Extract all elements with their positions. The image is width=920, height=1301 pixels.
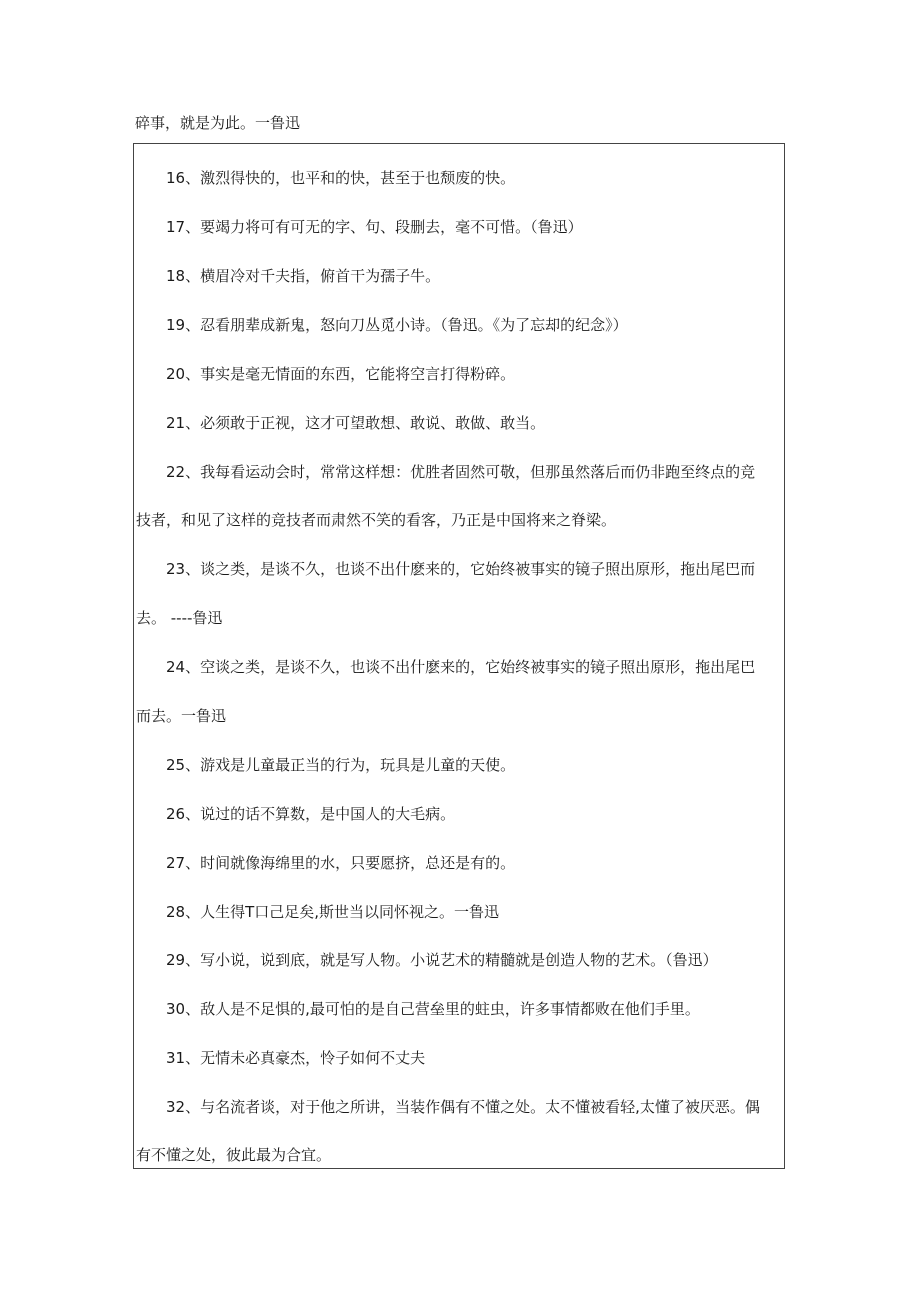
quote-23: 23、谈之类，是谈不久，也谈不出什麽来的，它始终被事实的镜子照出原形，拖出尾巴而 — [166, 560, 756, 578]
quote-22-continuation: 技者，和见了这样的竞技者而肃然不笑的看客，乃正是中国将来之脊梁。 — [136, 511, 617, 529]
quote-22: 22、我每看运动会时，常常这样想：优胜者固然可敬，但那虽然落后而仍非跑至终点的竞 — [166, 463, 756, 481]
quote-20: 20、事实是毫无情面的东西，它能将空言打得粉碎。 — [166, 365, 516, 383]
quote-17: 17、要竭力将可有可无的字、句、段删去，毫不可惜。（鲁迅） — [166, 218, 583, 236]
quote-table-cell — [133, 143, 785, 1169]
quote-28: 28、人生得T口己足矣,斯世当以同怀视之。一鲁迅 — [166, 903, 500, 921]
quote-24: 24、空谈之类，是谈不久，也谈不出什麽来的，它始终被事实的镜子照出原形，拖出尾巴 — [166, 658, 756, 676]
quote-29: 29、写小说，说到底，就是写人物。小说艺术的精髓就是创造人物的艺术。（鲁迅） — [166, 951, 718, 969]
quote-32-continuation: 有不懂之处，彼此最为合宜。 — [136, 1146, 332, 1164]
quote-18: 18、横眉冷对千夫指，俯首干为孺子牛。 — [166, 267, 441, 285]
quote-16: 16、激烈得快的，也平和的快，甚至于也颓废的快。 — [166, 169, 516, 187]
quote-26: 26、说过的话不算数，是中国人的大毛病。 — [166, 805, 456, 823]
carryover-text: 碎事，就是为此。一鲁迅 — [135, 114, 301, 132]
quote-25: 25、游戏是儿童最正当的行为，玩具是儿童的天使。 — [166, 756, 516, 774]
quote-19: 19、忍看朋辈成新鬼，怒向刀丛觅小诗。（鲁迅。《为了忘却的纪念》） — [166, 316, 628, 334]
quote-32: 32、与名流者谈，对于他之所讲，当装作偶有不懂之处。太不懂被看轻,太懂了被厌恶。偶 — [166, 1098, 760, 1116]
quote-23-continuation: 去。 ----鲁迅 — [136, 609, 223, 627]
quote-21: 21、必须敢于正视，这才可望敢想、敢说、敢做、敢当。 — [166, 414, 546, 432]
quote-31: 31、无情未必真豪杰，怜子如何不丈夫 — [166, 1049, 426, 1067]
quote-30: 30、敌人是不足惧的,最可怕的是自己营垒里的蛀虫，许多事情都败在他们手里。 — [166, 1000, 700, 1018]
quote-27: 27、时间就像海绵里的水，只要愿挤，总还是有的。 — [166, 854, 516, 872]
quote-24-continuation: 而去。一鲁迅 — [136, 707, 227, 725]
